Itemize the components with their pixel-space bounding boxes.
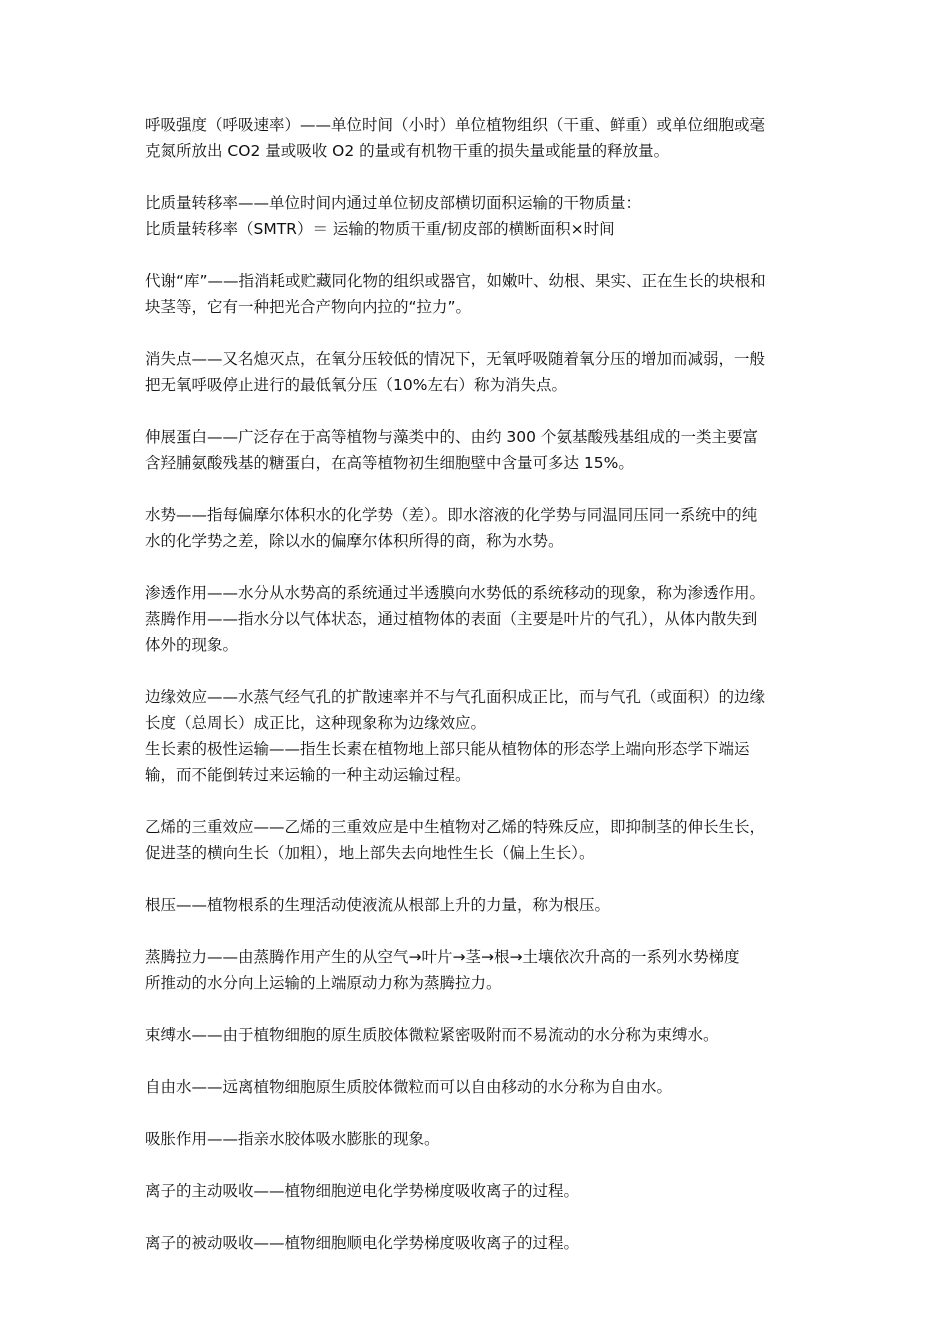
text-line: 水的化学势之差，除以水的偏摩尔体积所得的商，称为水势。 xyxy=(145,532,564,550)
text-line: 蒸腾作用——指水分以气体状态，通过植物体的表面（主要是叶片的气孔），从体内散失到 xyxy=(145,610,758,628)
paragraph-gap xyxy=(145,554,825,580)
text-line: 块茎等，它有一种把光合产物向内拉的“拉力”。 xyxy=(145,298,472,316)
text-line: 体外的现象。 xyxy=(145,636,239,654)
paragraph-gap xyxy=(145,1100,825,1126)
paragraph-gap xyxy=(145,996,825,1022)
text-line: 输，而不能倒转过来运输的一种主动运输过程。 xyxy=(145,766,471,784)
paragraph-gap xyxy=(145,476,825,502)
text-line: 吸胀作用——指亲水胶体吸水膨胀的现象。 xyxy=(145,1130,440,1148)
text-line: 长度（总周长）成正比，这种现象称为边缘效应。 xyxy=(145,714,487,732)
text-line: 比质量转移率——单位时间内通过单位韧皮部横切面积运输的干物质量： xyxy=(145,194,642,212)
paragraph-gap xyxy=(145,1152,825,1178)
paragraph-gap xyxy=(145,658,825,684)
text-line: 渗透作用——水分从水势高的系统通过半透膜向水势低的系统移动的现象，称为渗透作用。 xyxy=(145,584,766,602)
text-line: 水势——指每偏摩尔体积水的化学势（差）。即水溶液的化学势与同温同压同一系统中的纯 xyxy=(145,506,758,524)
text-line: 呼吸强度（呼吸速率）——单位时间（小时）单位植物组织（干重、鲜重）或单位细胞或毫 xyxy=(145,116,766,134)
text-line: 比质量转移率（SMTR）＝ 运输的物质干重/韧皮部的横断面积×时间 xyxy=(145,220,615,238)
text-line: 生长素的极性运输——指生长素在植物地上部只能从植物体的形态学上端向形态学下端运 xyxy=(145,740,750,758)
text-line: 所推动的水分向上运输的上端原动力称为蒸腾拉力。 xyxy=(145,974,502,992)
text-line: 离子的被动吸收——植物细胞顺电化学势梯度吸收离子的过程。 xyxy=(145,1234,580,1252)
paragraph-gap xyxy=(145,918,825,944)
text-line: 束缚水——由于植物细胞的原生质胶体微粒紧密吸附而不易流动的水分称为束缚水。 xyxy=(145,1026,719,1044)
text-line: 伸展蛋白——广泛存在于高等植物与藻类中的、由约 300 个氨基酸残基组成的一类主要富 xyxy=(145,428,758,446)
paragraph-gap xyxy=(145,1204,825,1230)
paragraph-gap xyxy=(145,398,825,424)
paragraph-gap xyxy=(145,242,825,268)
text-line: 根压——植物根系的生理活动使液流从根部上升的力量，称为根压。 xyxy=(145,896,611,914)
text-line: 克氮所放出 CO2 量或吸收 O2 的量或有机物干重的损失量或能量的释放量。 xyxy=(145,142,670,160)
paragraph-gap xyxy=(145,320,825,346)
text-line: 蒸腾拉力——由蒸腾作用产生的从空气→叶片→茎→根→土壤依次升高的一系列水势梯度 xyxy=(145,948,740,966)
text-line: 消失点——又名熄灭点，在氧分压较低的情况下，无氧呼吸随着氧分压的增加而减弱，一般 xyxy=(145,350,766,368)
text-line: 离子的主动吸收——植物细胞逆电化学势梯度吸收离子的过程。 xyxy=(145,1182,580,1200)
text-line: 促进茎的横向生长（加粗），地上部失去向地性生长（偏上生长）。 xyxy=(145,844,595,862)
paragraph-gap xyxy=(145,164,825,190)
text-line: 把无氧呼吸停止进行的最低氧分压（10%左右）称为消失点。 xyxy=(145,376,567,394)
paragraph-gap xyxy=(145,788,825,814)
document-body xyxy=(145,112,825,1256)
text-line: 乙烯的三重效应——乙烯的三重效应是中生植物对乙烯的特殊反应，即抑制茎的伸长生长， xyxy=(145,818,766,836)
text-line: 含羟脯氨酸残基的糖蛋白，在高等植物初生细胞壁中含量可多达 15%。 xyxy=(145,454,634,472)
text-line: 自由水——远离植物细胞原生质胶体微粒而可以自由移动的水分称为自由水。 xyxy=(145,1078,673,1096)
text-line: 代谢“库”——指消耗或贮藏同化物的组织或器官，如嫩叶、幼根、果实、正在生长的块根和 xyxy=(145,272,766,290)
paragraph-gap xyxy=(145,1048,825,1074)
text-line: 边缘效应——水蒸气经气孔的扩散速率并不与气孔面积成正比，而与气孔（或面积）的边缘 xyxy=(145,688,766,706)
paragraph-gap xyxy=(145,866,825,892)
